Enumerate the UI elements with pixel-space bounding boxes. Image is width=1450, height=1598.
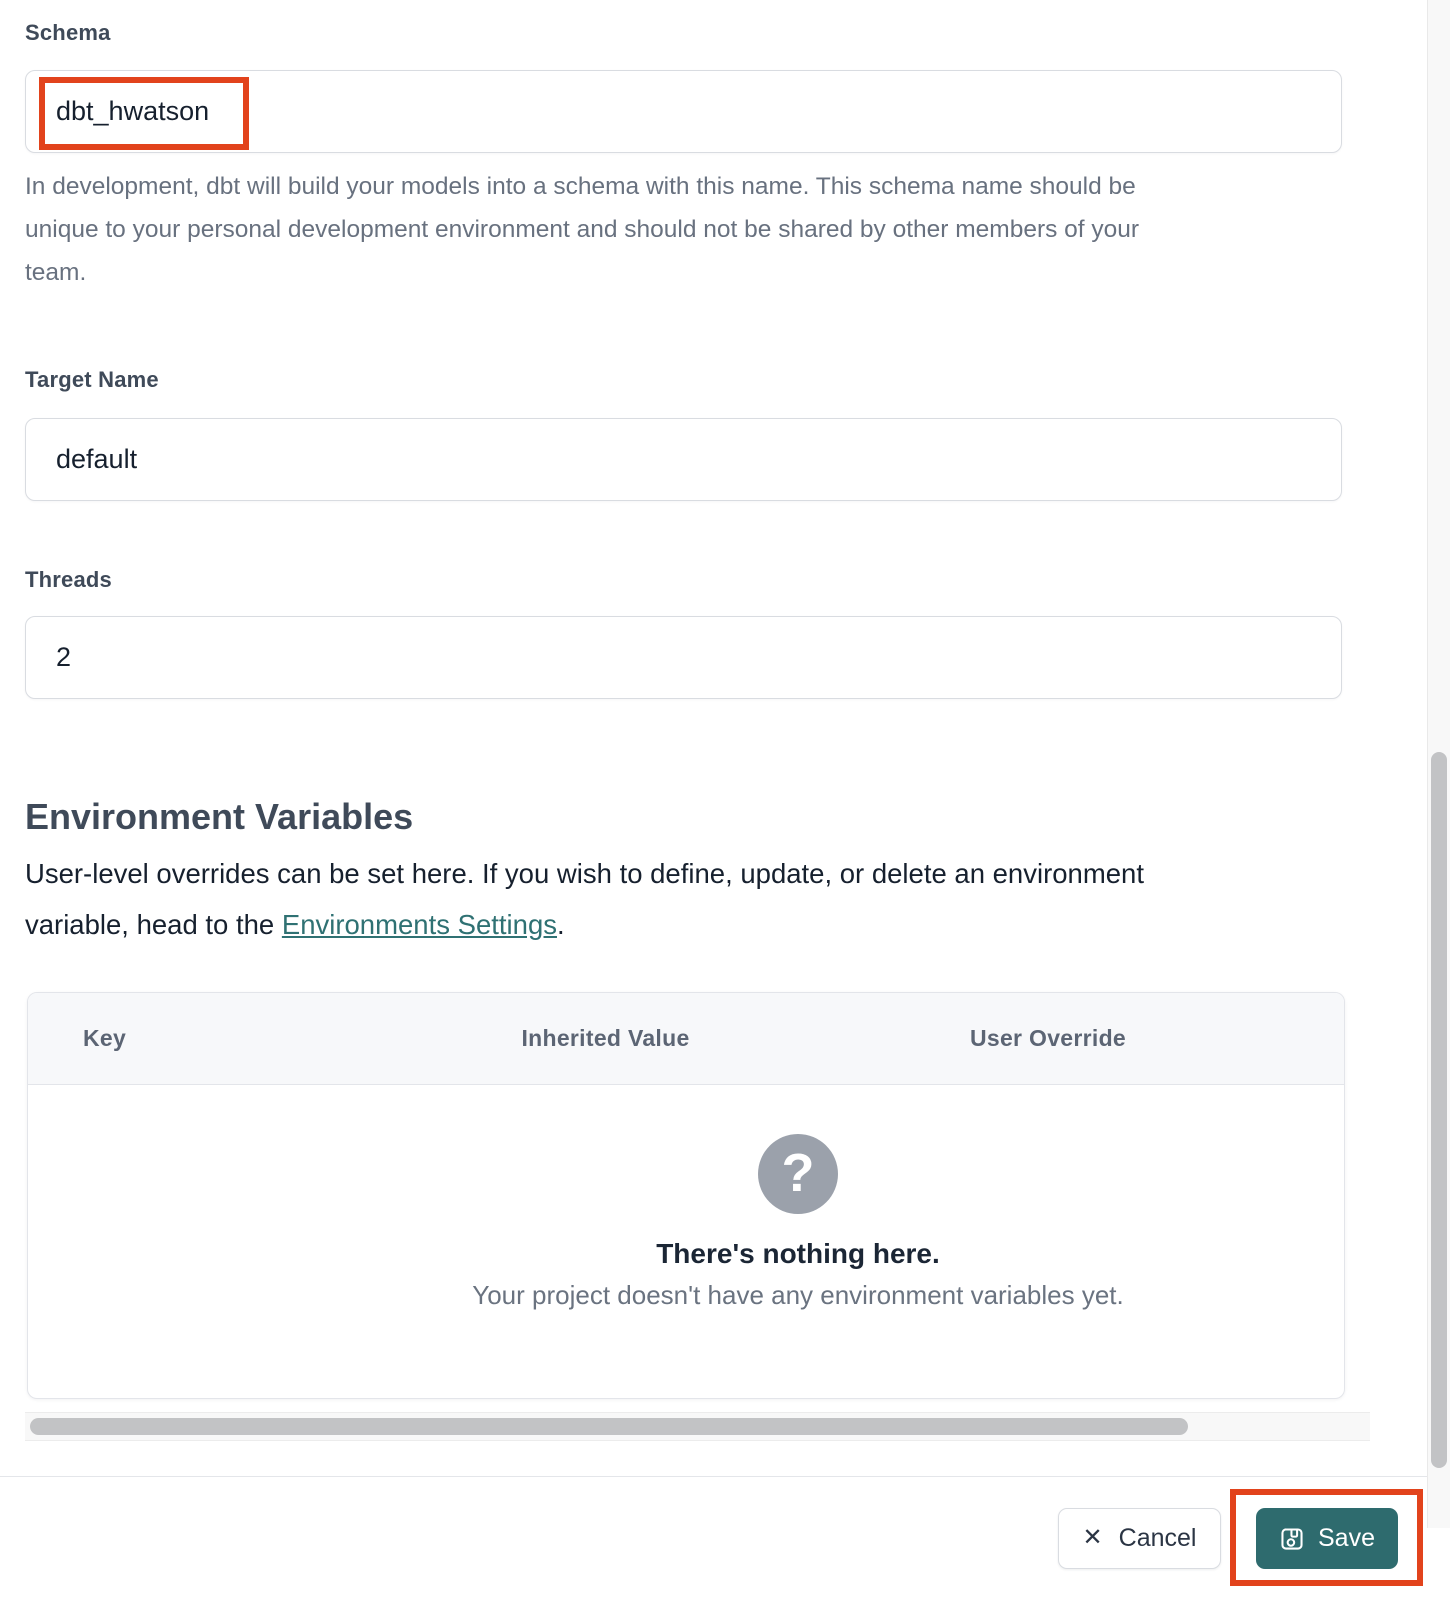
environments-settings-link[interactable]: Environments Settings xyxy=(281,909,557,940)
schema-description: In development, dbt will build your models into a schema with this name. This schema name should be unique to your personal development environment and should not be shared by other members of your team. xyxy=(25,173,1140,286)
cancel-button-label: Cancel xyxy=(1118,1524,1197,1552)
empty-state xyxy=(139,1134,1345,1311)
save-icon xyxy=(1279,1526,1305,1552)
table-header-row xyxy=(28,993,1344,1085)
horizontal-scrollbar-track[interactable] xyxy=(25,1412,1370,1441)
threads-label: Threads xyxy=(25,567,112,592)
save-button-label: Save xyxy=(1318,1524,1375,1552)
save-button[interactable] xyxy=(1256,1508,1398,1569)
empty-state-title: There's nothing here. xyxy=(656,1238,940,1269)
environment-variables-table xyxy=(27,992,1345,1399)
footer-divider xyxy=(0,1476,1427,1477)
close-icon: ✕ xyxy=(1082,1523,1103,1551)
column-header-key: Key xyxy=(83,1025,127,1051)
environment-variables-heading: Environment Variables xyxy=(25,796,414,837)
target-name-input[interactable] xyxy=(25,418,1342,501)
cancel-button[interactable] xyxy=(1058,1508,1221,1569)
schema-input[interactable] xyxy=(25,70,1342,153)
environment-variables-intro: User-level overrides can be set here. If you wish to define, update, or delete an environment variable, head to the Environments Settings. xyxy=(25,858,1144,940)
column-header-inherited-value: Inherited Value xyxy=(521,1025,690,1051)
horizontal-scrollbar-thumb[interactable] xyxy=(30,1418,1188,1435)
empty-state-subtitle: Your project doesn't have any environment variables yet. xyxy=(472,1280,1124,1310)
vertical-scrollbar-thumb[interactable] xyxy=(1431,752,1447,1468)
column-header-user-override: User Override xyxy=(969,1025,1127,1051)
question-mark-icon: ? xyxy=(758,1134,838,1214)
vertical-scrollbar-track[interactable] xyxy=(1427,0,1450,1528)
target-name-label: Target Name xyxy=(25,367,159,392)
schema-label: Schema xyxy=(25,20,111,45)
threads-input[interactable] xyxy=(25,616,1342,699)
